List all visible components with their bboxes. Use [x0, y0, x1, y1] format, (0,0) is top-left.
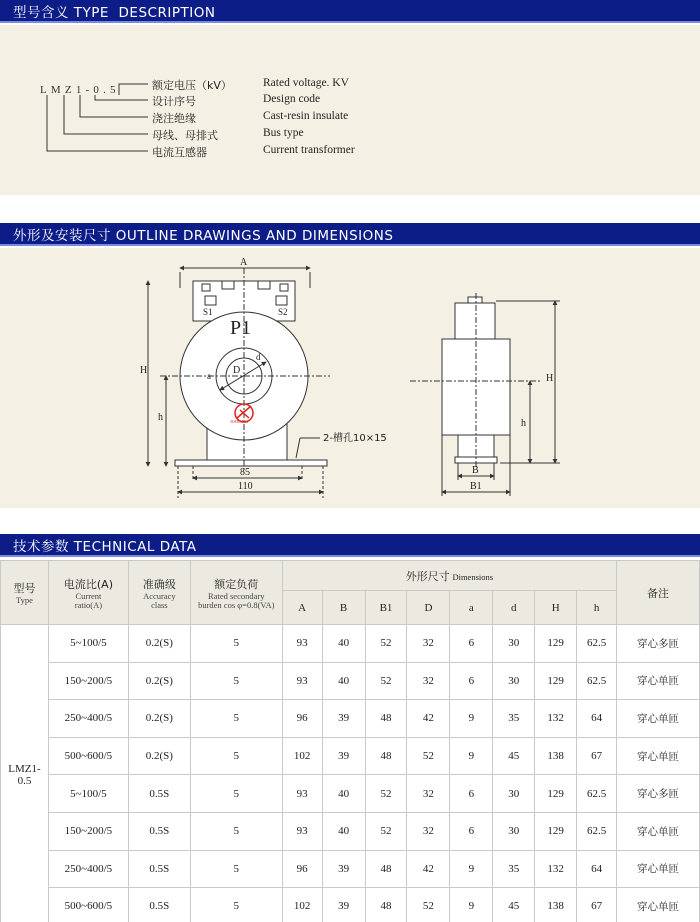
cell-dim: 6 [450, 625, 493, 663]
cell-dim: 40 [322, 812, 365, 850]
cell-dim: 93 [282, 775, 322, 813]
cell-dim: 62.5 [577, 625, 617, 663]
header-dim-D: D [407, 591, 450, 625]
cell-note: 穿心单匝 [617, 700, 700, 738]
cell-dim: 30 [493, 812, 535, 850]
side-view [410, 293, 560, 496]
cell-dim: 35 [493, 850, 535, 888]
cell-burden: 5 [190, 737, 282, 775]
table-row [1, 850, 700, 888]
section-header-type-description [0, 0, 700, 23]
cell-burden: 5 [190, 625, 282, 663]
cell-dim: 62.5 [577, 775, 617, 813]
cell-dim: 9 [450, 850, 493, 888]
cell-dim: 35 [493, 700, 535, 738]
cell-burden: 5 [190, 662, 282, 700]
cell-dim: 45 [493, 888, 535, 922]
section-title: 外形及安装尺寸 OUTLINE DRAWINGS AND DIMENSIONS [13, 227, 394, 244]
cell-dim: 96 [282, 700, 322, 738]
table-row [1, 888, 700, 922]
label-h: h [158, 412, 163, 423]
cell-ratio: 5~100/5 [48, 625, 128, 663]
section-title: 型号含义 TYPE DESCRIPTION [13, 4, 216, 21]
cell-accuracy: 0.2(S) [128, 737, 190, 775]
cell-dim: 9 [450, 737, 493, 775]
section-header-outline [0, 223, 700, 246]
cell-accuracy: 0.5S [128, 850, 190, 888]
table-row [1, 737, 700, 775]
header-dim-h: h [577, 591, 617, 625]
cell-ratio: 250~400/5 [48, 700, 128, 738]
cell-dim: 48 [365, 737, 407, 775]
cell-dim: 62.5 [577, 662, 617, 700]
cell-dim: 45 [493, 737, 535, 775]
cell-burden: 5 [190, 812, 282, 850]
cell-dim: 129 [535, 775, 577, 813]
cell-dim: 39 [322, 700, 365, 738]
label-S1: S1 [203, 307, 213, 317]
cell-dim: 32 [407, 625, 450, 663]
cell-dim: 52 [407, 737, 450, 775]
cell-dim: 52 [365, 625, 407, 663]
cell-dim: 96 [282, 850, 322, 888]
cell-ratio: 150~200/5 [48, 812, 128, 850]
cell-dim: 93 [282, 812, 322, 850]
desc-zh-0: 额定电压（kV） [152, 79, 232, 92]
cell-note: 穿心多匝 [617, 775, 700, 813]
cell-dim: 64 [577, 850, 617, 888]
cell-accuracy: 0.2(S) [128, 662, 190, 700]
cell-accuracy: 0.2(S) [128, 700, 190, 738]
desc-zh-3: 母线、母排式 [152, 129, 218, 142]
slot-note: 2-槽孔10×15 [323, 433, 387, 444]
desc-en-4: Current transformer [263, 144, 355, 156]
side-label-H: H [546, 373, 554, 384]
cell-burden: 5 [190, 775, 282, 813]
technical-data-table [0, 560, 700, 922]
cell-dim: 40 [322, 775, 365, 813]
cell-dim: 9 [450, 700, 493, 738]
cell-note: 穿心单匝 [617, 888, 700, 922]
cell-dim: 30 [493, 662, 535, 700]
cell-dim: 93 [282, 625, 322, 663]
header-dim-B1: B1 [365, 591, 407, 625]
table-row [1, 812, 700, 850]
desc-en-1: Design code [263, 93, 321, 105]
cell-dim: 6 [450, 812, 493, 850]
cell-ratio: 500~600/5 [48, 888, 128, 922]
cell-note: 穿心单匝 [617, 812, 700, 850]
header-dim-d: d [493, 591, 535, 625]
cell-dim: 102 [282, 737, 322, 775]
cell-ratio: 500~600/5 [48, 737, 128, 775]
cell-dim: 138 [535, 737, 577, 775]
cell-burden: 5 [190, 888, 282, 922]
cell-ratio: 250~400/5 [48, 850, 128, 888]
section-title: 技术参数 TECHNICAL DATA [13, 538, 197, 555]
cell-burden: 5 [190, 700, 282, 738]
type-description-panel [0, 25, 700, 195]
header-dim-B: B [322, 591, 365, 625]
cell-dim: 30 [493, 775, 535, 813]
cell-dim: 52 [407, 888, 450, 922]
cell-dim: 48 [365, 700, 407, 738]
cell-note: 穿心单匝 [617, 662, 700, 700]
cell-dim: 52 [365, 812, 407, 850]
cell-note: 穿心单匝 [617, 850, 700, 888]
cell-dim: 6 [450, 775, 493, 813]
label-d: d [256, 352, 261, 362]
cell-dim: 30 [493, 625, 535, 663]
cell-dim: 32 [407, 775, 450, 813]
label-A: A [240, 257, 248, 268]
desc-en-2: Cast-resin insulate [263, 110, 349, 122]
front-view [148, 268, 330, 498]
outline-panel [0, 248, 700, 508]
cell-burden: 5 [190, 850, 282, 888]
cell-accuracy: 0.5S [128, 775, 190, 813]
cell-dim: 42 [407, 850, 450, 888]
cell-dim: 52 [365, 662, 407, 700]
cell-dim: 129 [535, 812, 577, 850]
cell-dim: 138 [535, 888, 577, 922]
cell-accuracy: 0.2(S) [128, 625, 190, 663]
desc-zh-2: 浇注绝缘 [152, 112, 196, 125]
header-note: 备注 [617, 561, 700, 625]
header-dim-A: A [282, 591, 322, 625]
table-body [1, 625, 700, 922]
table-row [1, 662, 700, 700]
desc-en-0: Rated voltage. KV [263, 77, 349, 89]
table-row [1, 625, 700, 663]
cell-dim: 93 [282, 662, 322, 700]
cell-dim: 39 [322, 850, 365, 888]
side-label-h: h [521, 418, 526, 429]
label-P1: P1 [230, 317, 252, 339]
cell-dim: 32 [407, 662, 450, 700]
desc-zh-1: 设计序号 [152, 95, 196, 108]
cell-dim: 40 [322, 662, 365, 700]
side-label-B: B [472, 465, 479, 476]
cell-dim: 9 [450, 888, 493, 922]
cell-note: 穿心单匝 [617, 737, 700, 775]
table-row [1, 700, 700, 738]
cell-dim: 52 [365, 775, 407, 813]
cell-dim: 40 [322, 625, 365, 663]
dim-110: 110 [238, 481, 253, 492]
cell-dim: 67 [577, 737, 617, 775]
dim-85: 85 [240, 467, 250, 478]
model-cell: LMZ1-0.5 [1, 625, 49, 922]
cell-dim: 39 [322, 737, 365, 775]
cell-dim: 6 [450, 662, 493, 700]
header-dimensions: 外形尺寸 Dimensions [282, 561, 616, 591]
cell-dim: 48 [365, 888, 407, 922]
cell-note: 穿心多匝 [617, 625, 700, 663]
side-label-B1: B1 [470, 481, 482, 492]
cell-ratio: 150~200/5 [48, 662, 128, 700]
section-header-technical [0, 534, 700, 557]
cell-ratio: 5~100/5 [48, 775, 128, 813]
cell-dim: 32 [407, 812, 450, 850]
cell-dim: 48 [365, 850, 407, 888]
cell-accuracy: 0.5S [128, 888, 190, 922]
cell-dim: 132 [535, 700, 577, 738]
header-type: 型号 Type [1, 561, 49, 625]
cell-dim: 42 [407, 700, 450, 738]
table-row [1, 775, 700, 813]
cell-dim: 132 [535, 850, 577, 888]
header-accuracy: 准确级 Accuracy class [128, 561, 190, 625]
cell-dim: 102 [282, 888, 322, 922]
logo-text: JOOONG [230, 419, 248, 424]
label-H: H [140, 365, 148, 376]
label-S2: S2 [278, 307, 288, 317]
cell-accuracy: 0.5S [128, 812, 190, 850]
cell-dim: 39 [322, 888, 365, 922]
desc-en-3: Bus type [263, 127, 304, 139]
header-ratio: 电流比(A) Current ratio(A) [48, 561, 128, 625]
label-a: a [207, 371, 211, 381]
desc-zh-4: 电流互感器 [152, 146, 207, 159]
cell-dim: 62.5 [577, 812, 617, 850]
cell-dim: 64 [577, 700, 617, 738]
cell-dim: 129 [535, 625, 577, 663]
model-code-leader-lines [0, 25, 700, 195]
header-dim-H: H [535, 591, 577, 625]
cell-dim: 129 [535, 662, 577, 700]
outline-drawing [0, 248, 700, 508]
label-D: D [233, 365, 241, 376]
header-burden: 额定负荷 Rated secondary burden cos φ=0.8(VA) [190, 561, 282, 625]
cell-dim: 67 [577, 888, 617, 922]
model-code: LMZ1-0.5 [40, 84, 120, 96]
header-dim-a: a [450, 591, 493, 625]
